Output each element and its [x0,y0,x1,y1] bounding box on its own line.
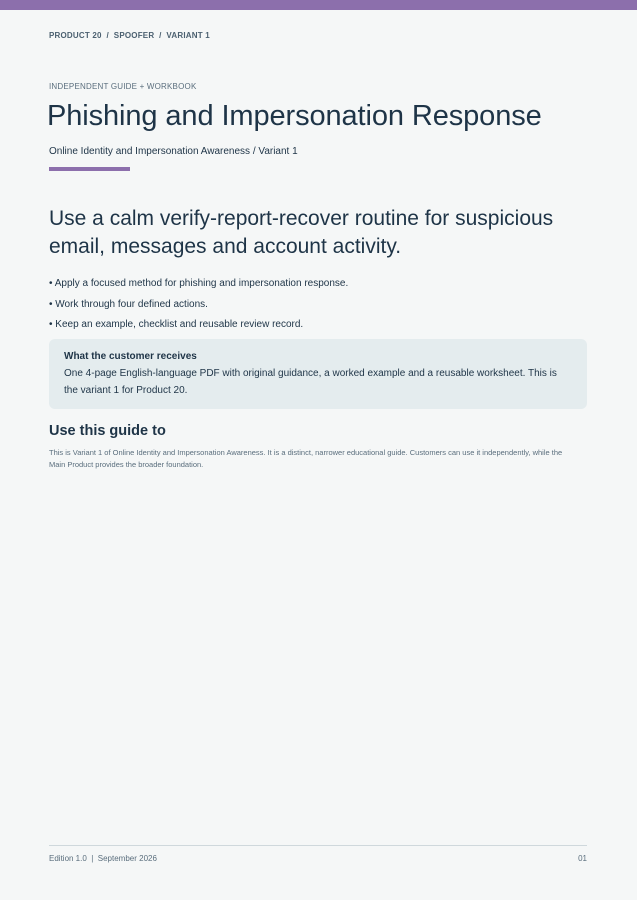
panel-heading: What the customer receives [64,351,197,362]
list-item: • Keep an example, checklist and reusable review record. [49,319,304,330]
list-item: • Apply a focused method for phishing and impersonation response. [49,278,349,289]
list-item: • Work through four defined actions. [49,298,208,310]
title-accent-rule [49,167,130,171]
page-title: Phishing and Impersonation Response [47,100,542,132]
breadcrumb: PRODUCT 20 / SPOOFER / VARIANT 1 [49,31,210,40]
footer-edition: Edition 1.0 | September 2026 [49,854,157,863]
section-heading: Use this guide to [49,423,166,439]
lede-statement: Use a calm verify-report-recover routine for suspicious email, messages and account activity. [49,207,554,258]
eyebrow-label: INDEPENDENT GUIDE + WORKBOOK [49,82,197,91]
panel-body: One 4-page English-language PDF with original guidance, a worked example and a reusable worksheet. This is the variant 1 for Product 20. [64,368,557,396]
top-accent-bar [0,0,637,10]
customer-receives-panel [49,339,587,409]
footer-divider [49,845,587,846]
page-subtitle: Online Identity and Impersonation Awareness / Variant 1 [49,146,298,157]
feature-list [49,277,348,339]
section-body: This is Variant 1 of Online Identity and Impersonation Awareness. It is a distinct, narrower educational guide. Customers can use it independently, while the Main Product provides the broader foundation. [49,448,563,469]
page-number: 01 [578,854,587,863]
